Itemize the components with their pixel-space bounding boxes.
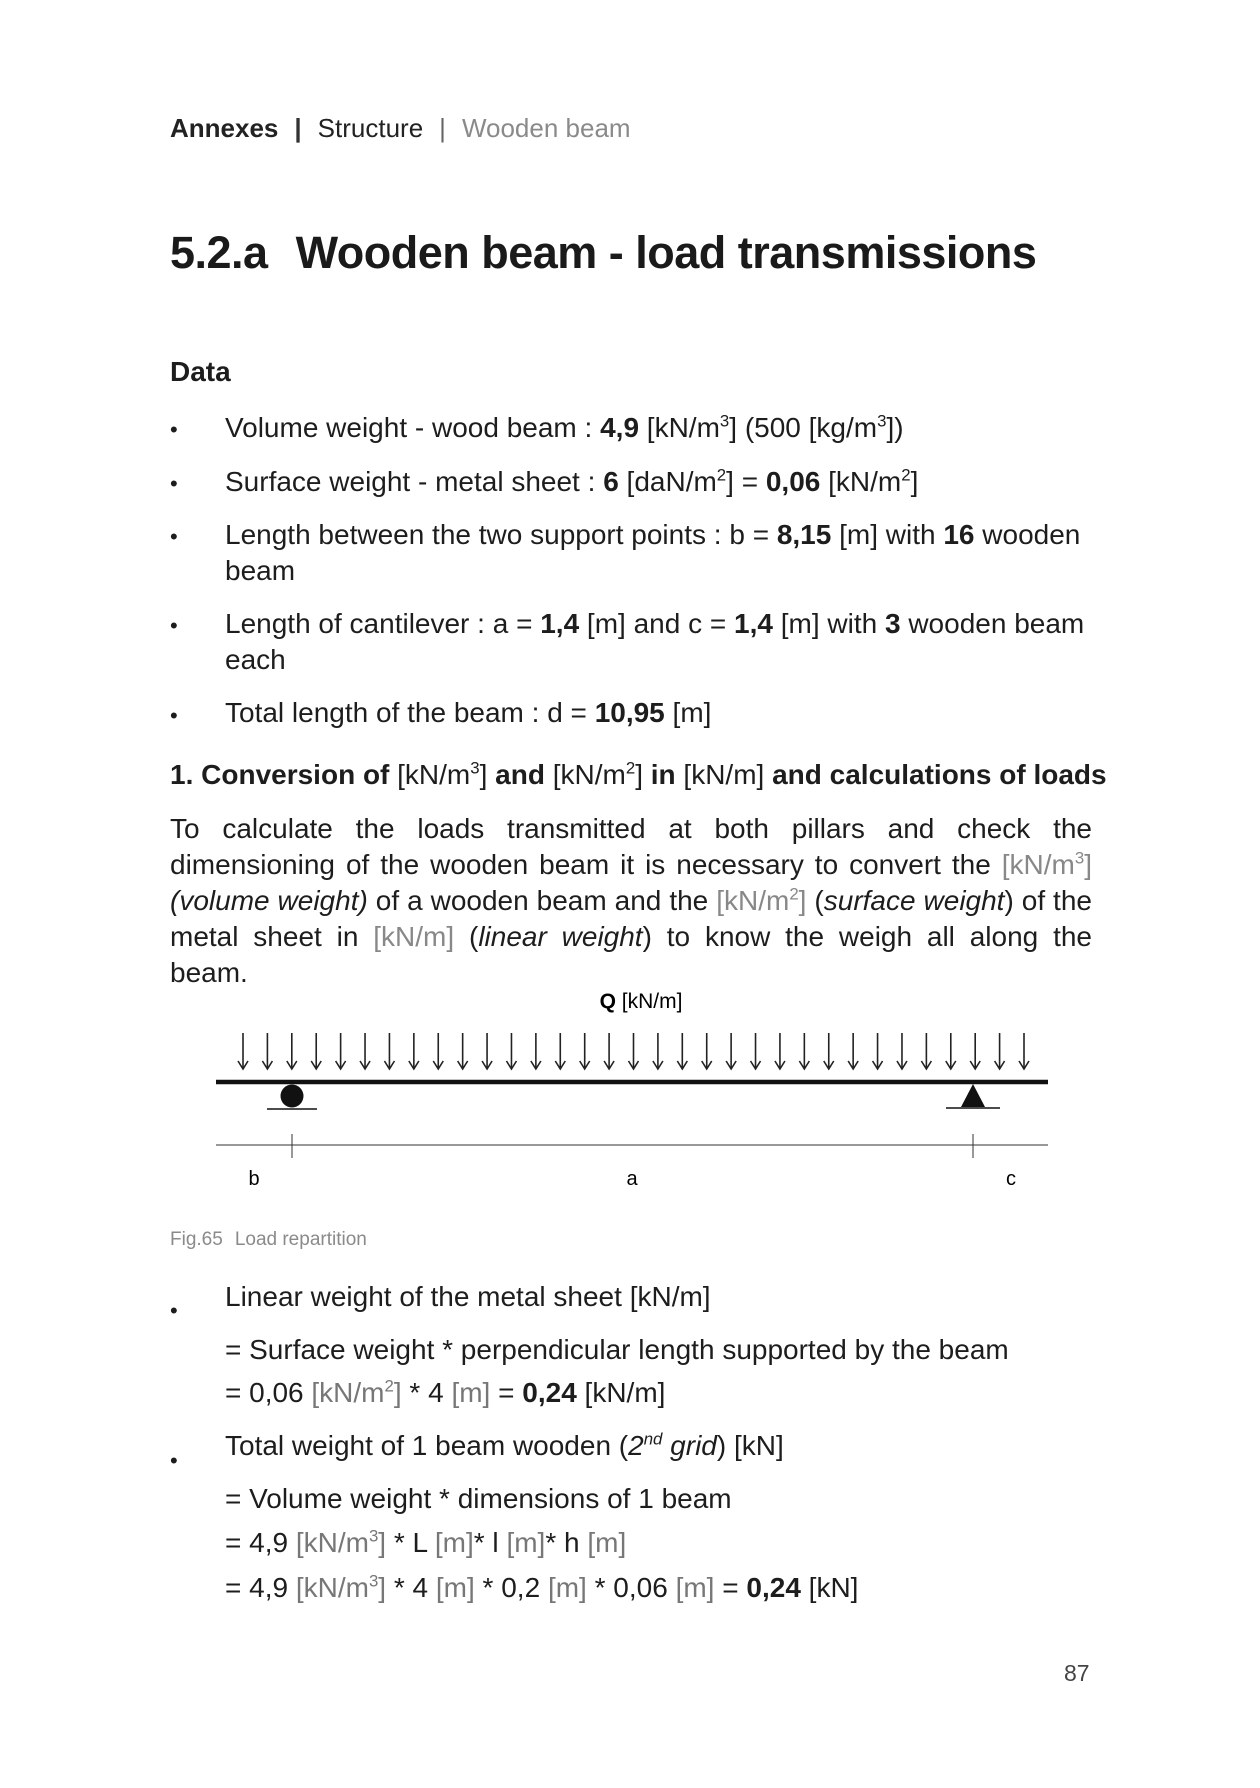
breadcrumb-separator: | bbox=[294, 113, 302, 143]
bullet-text: Volume weight - wood beam : 4,9 $[kN/m^3]$ (500 $[kg/m^3]$) bbox=[225, 411, 904, 443]
calc-line: = 0,06 $[kN/m^2] * 4$ [m] = 0,24 [kN/m] bbox=[225, 1376, 666, 1408]
load-arrow-icon bbox=[311, 1033, 321, 1069]
load-arrow-icon bbox=[629, 1033, 639, 1069]
calc-line: = 4,9 $[kN/m^3]$ * L [m]* l [m]* h [m] bbox=[225, 1526, 627, 1558]
load-arrow-icon bbox=[775, 1033, 785, 1069]
load-arrow-icon bbox=[677, 1033, 687, 1069]
load-arrow-icon bbox=[995, 1033, 1005, 1069]
load-arrow-icon bbox=[702, 1033, 712, 1069]
load-arrow-icon bbox=[726, 1033, 736, 1069]
bullet-icon: • bbox=[170, 1298, 178, 1323]
breadcrumb-structure: Structure bbox=[317, 113, 424, 143]
calc-heading-linear-weight: Linear weight of the metal sheet [kN/m] bbox=[225, 1281, 711, 1312]
load-arrow-icon bbox=[262, 1033, 272, 1069]
bullet-text: Total length of the beam : d = 10,95 [m] bbox=[225, 697, 712, 728]
load-arrow-icon bbox=[433, 1033, 443, 1069]
load-arrow-icon bbox=[653, 1033, 663, 1069]
load-arrow-icon bbox=[897, 1033, 907, 1069]
distributed-load-arrows bbox=[238, 1033, 1029, 1069]
load-arrow-icon bbox=[458, 1033, 468, 1069]
bullet-icon: • bbox=[170, 613, 178, 638]
load-arrow-icon bbox=[555, 1033, 565, 1069]
load-arrow-icon bbox=[921, 1033, 931, 1069]
load-arrow-icon bbox=[384, 1033, 394, 1069]
bullet-icon: • bbox=[170, 703, 178, 728]
explanation-paragraph: To calculate the loads transmitted at both pillars and check the dimensioning of the wooden beam it is necessary to convert the $[kN/m^3]$ (volume weight) of a wooden beam and the $[kN/m^2]$ (surface weight) of the metal sheet in [kN/m] (linear weight) to know the weigh all along the beam. bbox=[170, 813, 1093, 988]
page-number: 87 bbox=[1064, 1660, 1090, 1686]
calc-heading-total-weight: Total weight of 1 beam wooden (2nd grid) [kN] bbox=[225, 1429, 784, 1461]
load-arrow-icon bbox=[360, 1033, 370, 1069]
calc-line: = Surface weight * perpendicular length supported by the beam bbox=[225, 1334, 1009, 1365]
bullet-icon: • bbox=[170, 471, 178, 496]
calc-line: = 4,9 $[kN/m^3] * 4$ [m] * 0,2 [m] * 0,06 [m] = 0,24 [kN] bbox=[225, 1571, 859, 1603]
load-arrow-icon bbox=[970, 1033, 980, 1069]
load-arrow-icon bbox=[506, 1033, 516, 1069]
load-arrow-icon bbox=[946, 1033, 956, 1069]
dimension-label-b: b bbox=[248, 1168, 260, 1190]
load-arrow-icon bbox=[482, 1033, 492, 1069]
bullet-text: Length between the two support points : b = 8,15 [m] with 16 wooden beam bbox=[225, 519, 1081, 586]
bullet-icon: • bbox=[170, 1448, 178, 1473]
load-arrow-icon bbox=[531, 1033, 541, 1069]
section-title: Wooden beam - load transmissions bbox=[295, 227, 1037, 278]
bullet-icon: • bbox=[170, 417, 178, 442]
breadcrumb-annexes: Annexes bbox=[170, 113, 279, 143]
roller-support-icon bbox=[281, 1085, 304, 1108]
calc-line: = Volume weight * dimensions of 1 beam bbox=[225, 1483, 732, 1514]
section-heading-conversion: 1. Conversion of $[kN/m^3]$ and $[kN/m^2]$ in [kN/m] and calculations of loads bbox=[170, 758, 1107, 790]
load-arrow-icon bbox=[848, 1033, 858, 1069]
load-arrow-icon bbox=[604, 1033, 614, 1069]
bullet-text: Length of cantilever : a = 1,4 [m] and c = 1,4 [m] with 3 wooden beam each bbox=[225, 608, 1085, 675]
dimension-label-c: c bbox=[1006, 1168, 1016, 1190]
load-arrow-icon bbox=[409, 1033, 419, 1069]
bullet-text: Surface weight - metal sheet : 6 $[daN/m^2] = 0,06$ $[kN/m^2]$ bbox=[225, 465, 919, 497]
dimension-label-a: a bbox=[626, 1168, 638, 1190]
data-heading: Data bbox=[170, 356, 231, 387]
section-number: 5.2.a bbox=[170, 227, 268, 278]
pin-support-icon bbox=[961, 1084, 985, 1107]
breadcrumb-separator-2: | bbox=[439, 113, 446, 143]
load-arrow-icon bbox=[238, 1033, 248, 1069]
load-arrow-icon bbox=[336, 1033, 346, 1069]
load-arrow-icon bbox=[873, 1033, 883, 1069]
figure-caption: Fig.65 Load repartition bbox=[170, 1229, 367, 1250]
load-arrow-icon bbox=[580, 1033, 590, 1069]
load-arrow-icon bbox=[1019, 1033, 1029, 1069]
load-label: Q [kN/m] bbox=[599, 990, 683, 1013]
breadcrumb-wooden-beam: Wooden beam bbox=[461, 113, 631, 143]
bullet-icon: • bbox=[170, 524, 178, 549]
load-arrow-icon bbox=[751, 1033, 761, 1069]
load-arrow-icon bbox=[824, 1033, 834, 1069]
load-arrow-icon bbox=[799, 1033, 809, 1069]
load-arrow-icon bbox=[287, 1033, 297, 1069]
